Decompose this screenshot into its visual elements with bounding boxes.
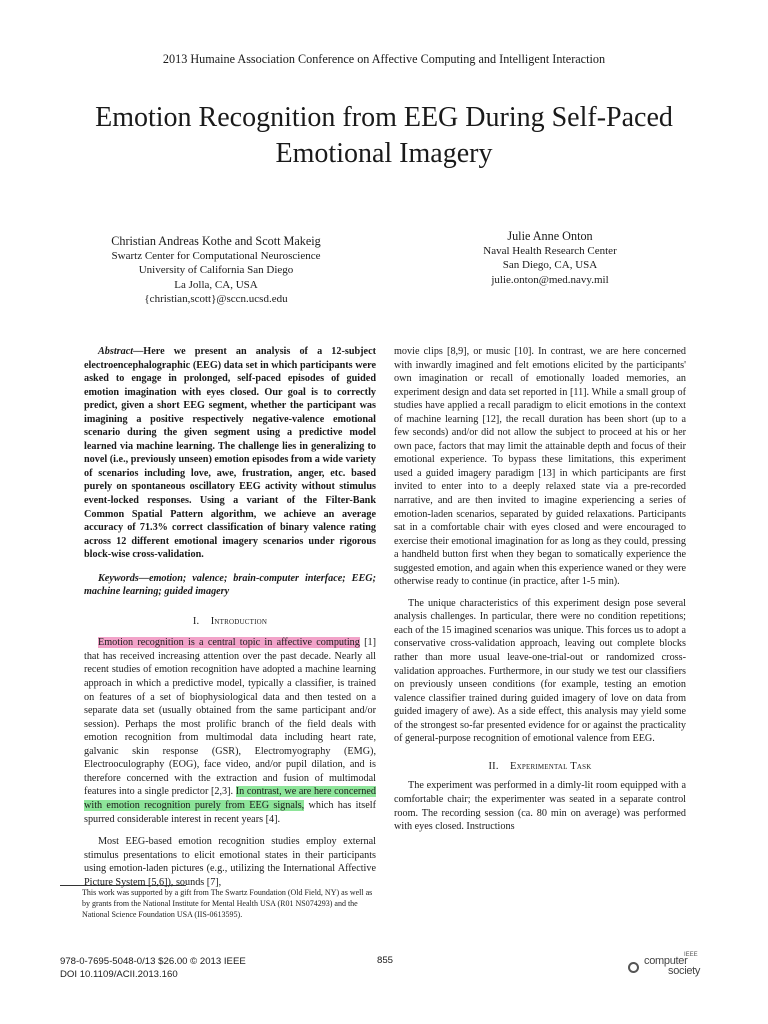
title-line-1: Emotion Recognition from EEG During Self-Paced [95, 102, 673, 133]
author-email: {christian,scott}@sccn.ucsd.edu [144, 292, 288, 305]
left-column [84, 345, 376, 889]
author-names: Christian Andreas Kothe and Scott Makeig [111, 234, 321, 248]
affiliation-line: La Jolla, CA, USA [174, 278, 258, 291]
isbn-line: 978-0-7695-5048-0/13 $26.00 © 2013 IEEE [60, 956, 246, 967]
doi-line: DOI 10.1109/ACII.2013.160 [60, 969, 178, 980]
ieee-computer-society-logo: IEEE computer society [628, 952, 718, 980]
footnote-rule [60, 885, 186, 886]
affiliation-line: Swartz Center for Computational Neuroscience [111, 250, 321, 262]
page-number: 855 [376, 955, 393, 966]
author-names: Julie Anne Onton [507, 229, 593, 243]
abstract-text: Here we present an analysis of a 12-subject electroencephalographic (EEG) data set in which participants were asked to engage in prolonged, self-paced episodes of guided emotion imagination with eyes closed. Our goal is to correctly predict, given a short EEG segment, whether the participant was imagining a positive respectively negative-valence emotional scenario during the given segment using a predictive model learned via machine learning. The challenge lies in generalizing to novel (i.e., previously unseen) emotion episodes from a wide variety of scenarios including love, awe, frustration, anger, etc. based purely on spontaneous oscillatory EEG activity without stimulus event-locked responses. Using a variant of the Filter-Bank Common Spatial Pattern algorithm, we achieve an average accuracy of 71.3% correct classification of binary valence rating across 12 different emotional imagery scenarios under rigorous block-wise cross-validation. [84, 346, 376, 561]
paper-title [60, 100, 708, 172]
highlight-pink: Emotion recognition is a central topic in affective computing [98, 637, 360, 649]
author-block-right [420, 228, 680, 287]
affiliation-line: University of California San Diego [138, 264, 294, 277]
intro-paragraph-1: Emotion recognition is a central topic in affective computing [1] that has received increasing attention over the past decade. Nearly all recent studies of emotion recognition have adopted a machine learning approach in which a predictive model, typically a classifier, is trained on features of a set of biophysiological data and then tested on a separate data set (usually obtained from the same participant and/or session). Perhaps the most prolific branch of the field deals with emotion recognition from multimodal data including heart rate, galvanic skin response (GSR), Electromyography (EMG), Electrooculography (EOG), face video, and/or pupil dilation, and is therefore concerned with the extraction and fusion of multimodal features into a single predictor [2,3]. In contrast, we are here concerned with emotion recognition purely from EEG signals, which has itself spurred considerable interest in recent years [4]. [84, 637, 377, 825]
keywords: Keywords—emotion; valence; brain-computer interface; EEG; machine learning; guided imagery [84, 572, 376, 598]
author-block-left [86, 233, 346, 306]
conference-header: 2013 Humaine Association Conference on Affective Computing and Intelligent Interaction [162, 52, 606, 66]
affiliation-line: Naval Health Research Center [483, 245, 617, 257]
section-heading-introduction: I. Introduction [192, 615, 268, 627]
author-email: julie.onton@med.navy.mil [491, 273, 609, 286]
copyright-block [60, 955, 246, 981]
body-paragraph: The unique characteristics of this experiment design pose several analysis challenges. In particular, there were no condition repetitions; each of the 15 imagined scenarios was unique. This forces us to adopt a conservative cross-validation approach, leaving out complete blocks rather than more usual leave-one-trial-out or randomized cross-validation approaches. Furthermore, in our study we test our classifiers on previously unseen conditions (for example, testing an emotion valence classifier trained during guided imagery of love on data from guided imagery of awe). As a side effect, this analysis may yield some of the strongest so-far presented evidence for or against the practicality of general-purpose recognition of emotional valence from EEG. [394, 597, 686, 745]
body-paragraph: The experiment was performed in a dimly-lit room equipped with a comfortable chair; the experimenter was seated in a separate control room. The recording session (ca. 80 min on average) was performed with eyes closed. Instructions [394, 780, 686, 833]
abstract-label: Abstract [98, 346, 134, 357]
footnote: This work was supported by a gift from The Swartz Foundation (Old Field, NY) as well as by grants from the National Institute for Mental Health USA (R01 NS074293) and the National Science Foundation USA (IIS-0613595). [82, 888, 373, 919]
abstract: Abstract—Here we present an analysis of a 12-subject electroencephalographic (EEG) data set in which participants were asked to engage in prolonged, self-paced episodes of guided emotion imagination with eyes closed. Our goal is to correctly predict, given a short EEG segment, whether the participant was imagining a positive respectively negative-valence emotional scenario during the given segment using a predictive model learned via machine learning. The challenge lies in generalizing to novel (i.e., previously unseen) emotion episodes from a wide variety of scenarios including love, awe, frustration, anger, etc. based purely on spontaneous oscillatory EEG activity without stimulus event-locked responses. Using a variant of the Filter-Bank Common Spatial Pattern algorithm, we achieve an average accuracy of 71.3% correct classification of binary valence rating across 12 different emotional imagery scenarios under rigorous block-wise cross-validation. [84, 346, 376, 561]
section-heading-experimental-task: II. Experimental Task [488, 760, 592, 772]
keywords-text: emotion; valence; brain-computer interface; EEG; machine learning; guided imagery [84, 572, 376, 598]
intro-paragraph-2: Most EEG-based emotion recognition studies employ external stimulus presentations to elicit emotional states in their participants using emotion-laden pictures (e.g., utilizing the International Affective Picture System [5,6]), sounds [7], [84, 836, 376, 888]
logo-ring-icon [628, 962, 639, 973]
highlight-green: In contrast, we are here concerned with emotion recognition purely from EEG signals, [84, 786, 377, 811]
body-paragraph: movie clips [8,9], or music [10]. In contrast, we are here concerned with inwardly imagined and felt emotions elicited by the participants' own imagination or recall of emotionally loaded memories, an experiment design and data set reported in [11]. While a small group of studies have applied a recall paradigm to elicit emotions in the context of machine learning [12], the recall duration has been short (up to a few seconds) and/or did not allow the subject to proceed at his or her own pace, factors that may limit the attainable depth and focus of their emotional experience. To bypass these limitations, this experiment used a guided imagery paradigm [13] in which participants are first invited to enter into to a deeply relaxed state via a pre-recorded narrative, and are then invited to imagine experiencing a series of emotion-laden scenarios, separated by guided relaxations. Participants sat in a comfortable chair with eyes closed and were encouraged to exercise their emotional imagination for as long as they could, pressing a handheld button first when they began to somatically experience the suggested emotion, and again when this experience waned or they were otherwise ready to continue (in practice, after 1-5 min). [394, 346, 686, 588]
affiliation-line: San Diego, CA, USA [502, 259, 598, 272]
keywords-label: Keywords [98, 572, 139, 584]
right-column [394, 345, 686, 834]
title-line-2: Emotional Imagery [275, 138, 493, 169]
